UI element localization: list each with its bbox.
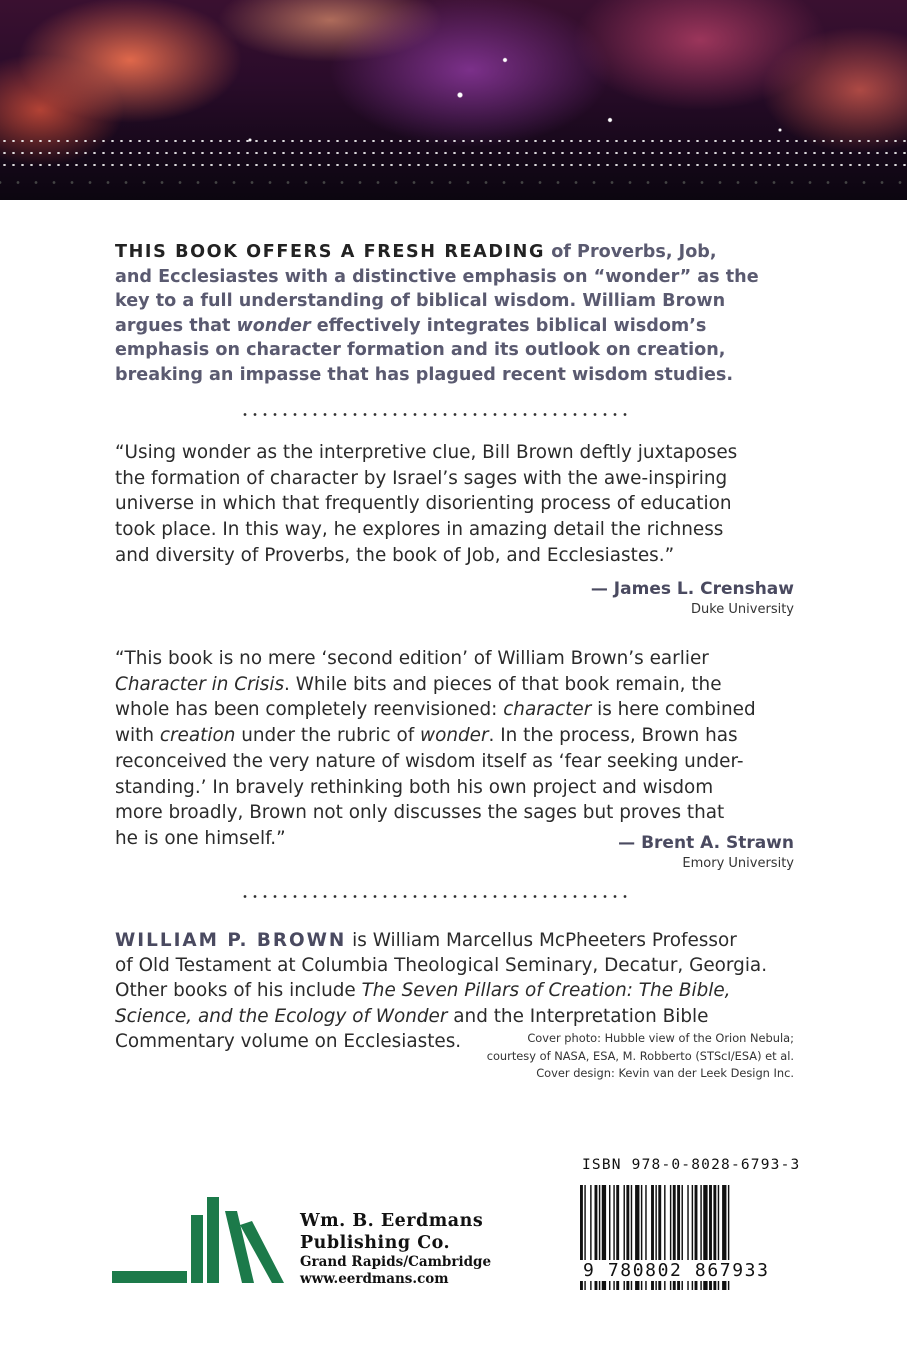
dotted-separator [240, 413, 630, 416]
dot-pattern [0, 140, 907, 142]
stars [0, 0, 907, 200]
dot-pattern [0, 164, 907, 166]
dotted-separator [240, 895, 630, 898]
publisher-location: Grand Rapids/Cambridge [300, 1254, 492, 1270]
isbn-label: ISBN 978-0-8028-6793-3 [582, 1157, 801, 1173]
endorsement-crenshaw: “Using wonder as the interpretive clue, Bill Brown deftly juxtaposes the formation of character by Israel’s sages with the awe-inspiring universe in which that frequently disorienting process of education took place. In this way, he explores in amazing detail the richness and diversity of Proverbs, the book of Job, and Ecclesiastes.” [115, 442, 738, 566]
publisher-name: Wm. B. Eerdmans [300, 1211, 484, 1231]
publisher-website: www.eerdmans.com [300, 1271, 449, 1287]
intro-blurb: THIS BOOK OFFERS A FRESH READING of Proverbs, Job, and Ecclesiastes with a distinctive emphasis on “wonder” as the key to a full understanding of biblical wisdom. William Brown argues that wonder effectively integrates biblical wisdom’s emphasis on character formation and its outlook on creation, breaking an impasse that has plagued recent wisdom studies. [115, 242, 759, 385]
author-bio: WILLIAM P. BROWN is William Marcellus McPheeters Professor of Old Testament at Columbia Theological Seminary, Decatur, Georgia. Other books of his include The Seven Pillars of Creation: The Bible, Science, and the Ecology of Wonder and the Interpretation Bible Commentary volume on Ecclesiastes. [115, 930, 768, 1052]
attribution-strawn: — Brent A. Strawn Emory University [618, 833, 794, 871]
intro-lead: THIS BOOK OFFERS A FRESH READING [115, 242, 546, 262]
cover-credits: Cover photo: Hubble view of the Orion Nebula; courtesy of NASA, ESA, M. Robberto (STScI/ESA) et al. Cover design: Kevin van der Leek Design Inc. [486, 1031, 794, 1080]
attribution-crenshaw: — James L. Crenshaw Duke University [590, 579, 794, 617]
publisher-info: Wm. B. Eerdmans Publishing Co. Grand Rapids/Cambridge www.eerdmans.com [300, 1211, 492, 1287]
eerdmans-logo [112, 1195, 292, 1289]
dot-pattern [0, 152, 907, 154]
endorsement-strawn: “This book is no mere ‘second edition’ of William Brown’s earlier Character in Crisis. While bits and pieces of that book remain, the whole has been completely reenvisioned: character is here combined with creation under the rubric of wonder. In the process, Brown has reconceived the very nature of wisdom itself as ‘fear seeking under- standing.’ In bravely rethinking both his own project and wisdom more broadly, Brown not only discusses the sages but proves that he is one himself.” [115, 648, 756, 849]
author-name: WILLIAM P. BROWN [115, 930, 347, 951]
barcode-number: 9 780802 867933 [580, 1260, 773, 1281]
dot-pattern-row [0, 181, 907, 184]
cover-photo-orion-nebula [0, 0, 907, 200]
